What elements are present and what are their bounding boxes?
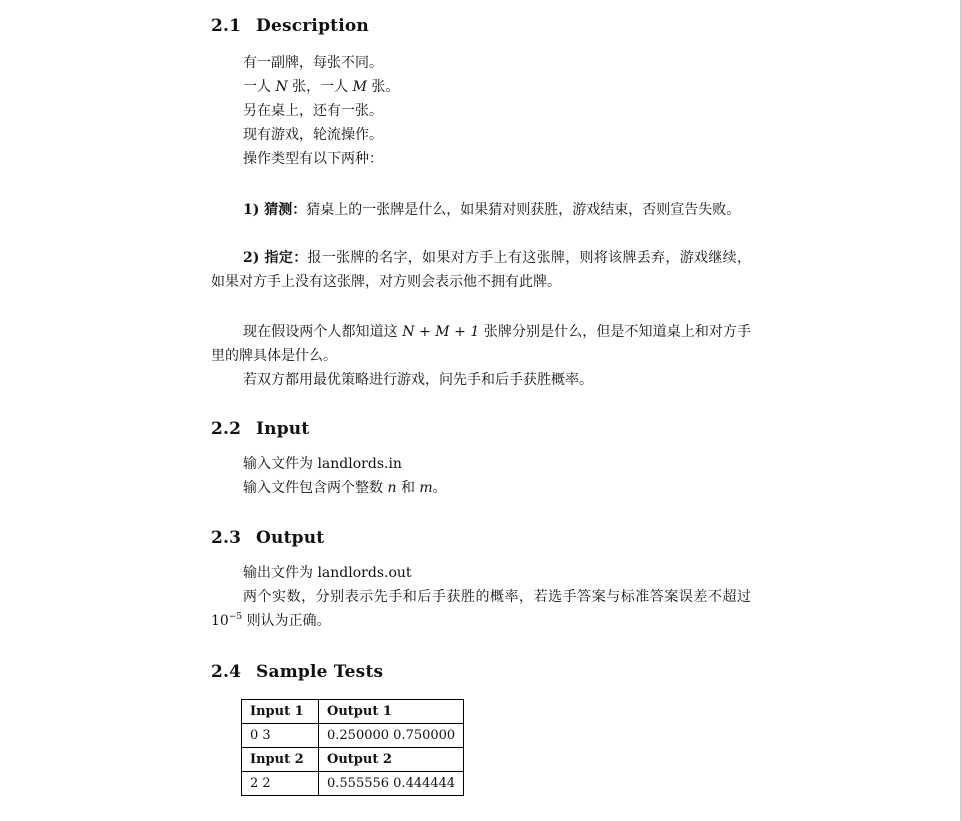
operation-text: 报一张牌的名字，如果对方手上有这张牌，则将该牌丢弃，游戏继续，如果对方手上没有这张牌，对方则会表示他不拥有此牌。 xyxy=(211,250,751,290)
text-run: 现在假设两个人都知道这 xyxy=(243,324,398,340)
table-cell: 0.555556 0.444444 xyxy=(319,772,464,796)
text-run: 张。 xyxy=(371,79,400,95)
description-line-1: 有一副牌，每张不同。 xyxy=(243,55,383,71)
math-var: n xyxy=(387,480,397,496)
section-title: Description xyxy=(256,16,369,36)
section-heading-input xyxy=(211,419,309,439)
table-header-cell: Input 1 xyxy=(242,700,319,724)
description-line-3: 另在桌上，还有一张。 xyxy=(243,103,383,119)
section-number: 2.2 xyxy=(211,419,242,439)
power-exponent: −5 xyxy=(228,612,243,622)
question-paragraph: 若双方都用最优策略进行游戏，问先手和后手获胜概率。 xyxy=(243,372,593,388)
output-format-paragraph xyxy=(211,585,751,633)
table-cell: 0.250000 0.750000 xyxy=(319,724,464,748)
section-title: Output xyxy=(256,528,325,548)
description-line-5: 操作类型有以下两种： xyxy=(243,151,383,167)
section-heading-output xyxy=(211,528,324,548)
table-header-row xyxy=(242,748,464,772)
text-run: 两个实数，分别表示先手和后手获胜的概率，若选手答案与标准答案误差不超过 xyxy=(243,589,751,605)
sample-tests-table xyxy=(241,699,464,796)
table-cell: 2 2 xyxy=(242,772,319,796)
table-cell: 0 3 xyxy=(242,724,319,748)
table-row xyxy=(242,724,464,748)
text-run: 输入文件包含两个整数 xyxy=(243,480,383,496)
section-title: Sample Tests xyxy=(256,662,384,682)
input-format-line xyxy=(211,476,751,500)
operation-guess xyxy=(211,198,751,222)
operation-label: 2) 指定： xyxy=(243,250,308,266)
table-header-cell: Input 2 xyxy=(242,748,319,772)
math-power xyxy=(211,613,242,629)
text-run: 一人 xyxy=(243,79,271,95)
table-header-cell: Output 1 xyxy=(319,700,464,724)
math-formula: N + M + 1 xyxy=(402,324,480,340)
math-var: M xyxy=(352,79,367,95)
math-var: N xyxy=(275,79,288,95)
operation-label: 1) 猜测： xyxy=(243,202,307,218)
operation-specify xyxy=(211,246,751,294)
output-file-line: 输出文件为 landlords.out xyxy=(243,565,412,581)
power-base: 10 xyxy=(211,613,229,629)
section-title: Input xyxy=(256,419,310,439)
text-run: 则认为正确。 xyxy=(246,613,331,629)
description-line-2 xyxy=(211,75,751,99)
text-run: 。 xyxy=(432,480,447,496)
section-number: 2.4 xyxy=(211,662,242,682)
text-run: 张，一人 xyxy=(292,79,349,95)
assumption-paragraph xyxy=(211,320,751,368)
section-heading-samples xyxy=(211,662,383,682)
table-header-cell: Output 2 xyxy=(319,748,464,772)
input-file-line: 输入文件为 landlords.in xyxy=(243,456,402,472)
section-heading-description xyxy=(211,16,369,36)
table-header-row xyxy=(242,700,464,724)
section-number: 2.3 xyxy=(211,528,242,548)
section-number: 2.1 xyxy=(211,16,242,36)
operation-text: 猜桌上的一张牌是什么，如果猜对则获胜，游戏结束，否则宣告失败。 xyxy=(306,202,741,218)
text-run: 和 xyxy=(400,480,415,496)
text-run: 张牌分别是什么，但是不知道桌上和对方手里的牌具体是什么。 xyxy=(211,324,752,364)
table-row xyxy=(242,772,464,796)
description-line-4: 现有游戏，轮流操作。 xyxy=(243,127,383,143)
math-var: m xyxy=(419,480,433,496)
